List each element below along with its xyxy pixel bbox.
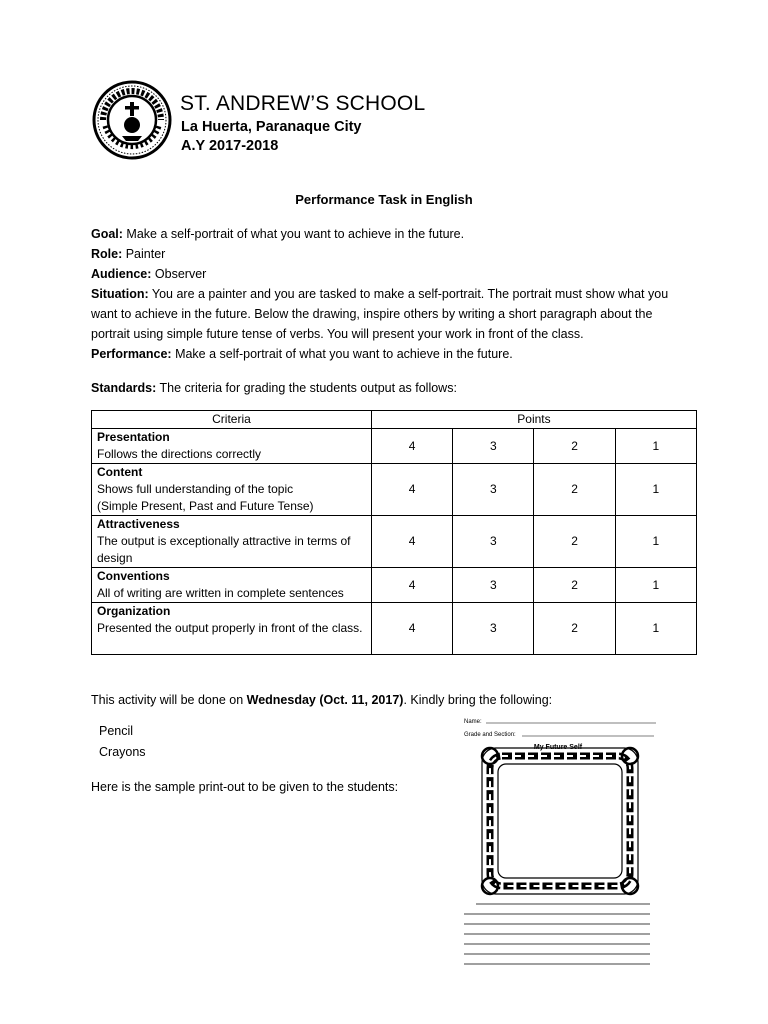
standards-label: Standards: <box>91 381 157 395</box>
standards-text: The criteria for grading the students output as follows: <box>156 381 457 395</box>
sample-name-label: Name: <box>464 719 482 725</box>
points-cell: 1 <box>615 516 696 568</box>
points-cell: 2 <box>534 429 615 464</box>
points-cell: 4 <box>371 603 452 655</box>
audience-line <box>91 264 691 284</box>
criteria-title: Presentation <box>97 430 170 444</box>
points-cell: 3 <box>453 516 534 568</box>
table-row <box>92 429 697 464</box>
page-title: Performance Task in English <box>295 192 473 207</box>
points-cell: 3 <box>453 568 534 603</box>
points-cell: 1 <box>615 464 696 516</box>
table-header-row <box>92 411 697 429</box>
criteria-title: Organization <box>97 604 171 618</box>
material-item: Pencil <box>99 724 134 738</box>
role-line <box>91 244 691 264</box>
criteria-description: Follows the directions correctly <box>97 447 262 461</box>
activity-text-after: . Kindly bring the following: <box>403 693 553 707</box>
writing-lines <box>464 904 650 964</box>
situation-text: You are a painter and you are tasked to make a self-portrait. The portrait must show what you want to achieve in the future. Below the drawing, inspire others by writing a short paragraph about the portrait using simple future tense of verbs. You will present your work in front of the class. <box>91 287 669 341</box>
role-label: Role: <box>91 247 123 261</box>
situation-paragraph <box>91 284 691 344</box>
criteria-title: Conventions <box>97 569 170 583</box>
celtic-frame <box>482 748 638 894</box>
criteria-header: Criteria <box>92 411 372 429</box>
criteria-description: All of writing are written in complete sentences <box>97 586 344 600</box>
table-row <box>92 464 697 516</box>
points-cell: 2 <box>534 568 615 603</box>
points-cell: 2 <box>534 516 615 568</box>
criteria-description: The output is exceptionally attractive in terms of design <box>97 534 351 565</box>
audience-text: Observer <box>151 267 207 281</box>
sample-grade-label: Grade and Section: <box>464 732 516 738</box>
performance-text: Make a self-portrait of what you want to achieve in the future. <box>171 347 513 361</box>
criteria-cell <box>92 429 372 464</box>
points-cell: 1 <box>615 429 696 464</box>
criteria-description: Shows full understanding of the topic (Simple Present, Past and Future Tense) <box>97 482 314 513</box>
school-location: La Huerta, Paranaque City <box>181 119 362 135</box>
points-cell: 2 <box>534 603 615 655</box>
criteria-table <box>91 410 697 655</box>
criteria-cell <box>92 568 372 603</box>
audience-label: Audience: <box>91 267 152 281</box>
performance-line <box>91 344 691 364</box>
points-cell: 1 <box>615 603 696 655</box>
sample-note: Here is the sample print-out to be given to the students: <box>91 780 399 794</box>
performance-label: Performance: <box>91 347 172 361</box>
points-header: Points <box>371 411 696 429</box>
material-item: Crayons <box>99 745 146 759</box>
points-cell: 3 <box>453 464 534 516</box>
table-row <box>92 516 697 568</box>
points-cell: 3 <box>453 603 534 655</box>
points-cell: 4 <box>371 464 452 516</box>
school-name: ST. ANDREW’S SCHOOL <box>180 92 426 115</box>
goal-label: Goal: <box>91 227 123 241</box>
academic-year: A.Y 2017-2018 <box>181 138 279 154</box>
activity-line <box>91 690 691 710</box>
sample-printout <box>458 714 664 974</box>
table-row <box>92 603 697 655</box>
school-seal-logo <box>92 80 172 160</box>
table-row <box>92 568 697 603</box>
points-cell: 4 <box>371 429 452 464</box>
sample-title: My Future Self <box>533 744 583 751</box>
activity-date: Wednesday (Oct. 11, 2017) <box>246 693 404 707</box>
criteria-title: Attractiveness <box>97 517 180 531</box>
points-cell: 4 <box>371 568 452 603</box>
goal-text: Make a self-portrait of what you want to achieve in the future. <box>122 227 465 241</box>
criteria-title: Content <box>97 465 143 479</box>
criteria-cell <box>92 516 372 568</box>
points-cell: 4 <box>371 516 452 568</box>
goal-line <box>91 224 691 244</box>
activity-text-before: This activity will be done on <box>91 693 247 707</box>
criteria-description: Presented the output properly in front of the class. <box>97 621 363 635</box>
points-cell: 1 <box>615 568 696 603</box>
situation-label: Situation: <box>91 287 149 301</box>
criteria-cell <box>92 603 372 655</box>
standards-line <box>91 378 691 398</box>
points-cell: 2 <box>534 464 615 516</box>
role-text: Painter <box>122 247 166 261</box>
points-cell: 3 <box>453 429 534 464</box>
criteria-cell <box>92 464 372 516</box>
